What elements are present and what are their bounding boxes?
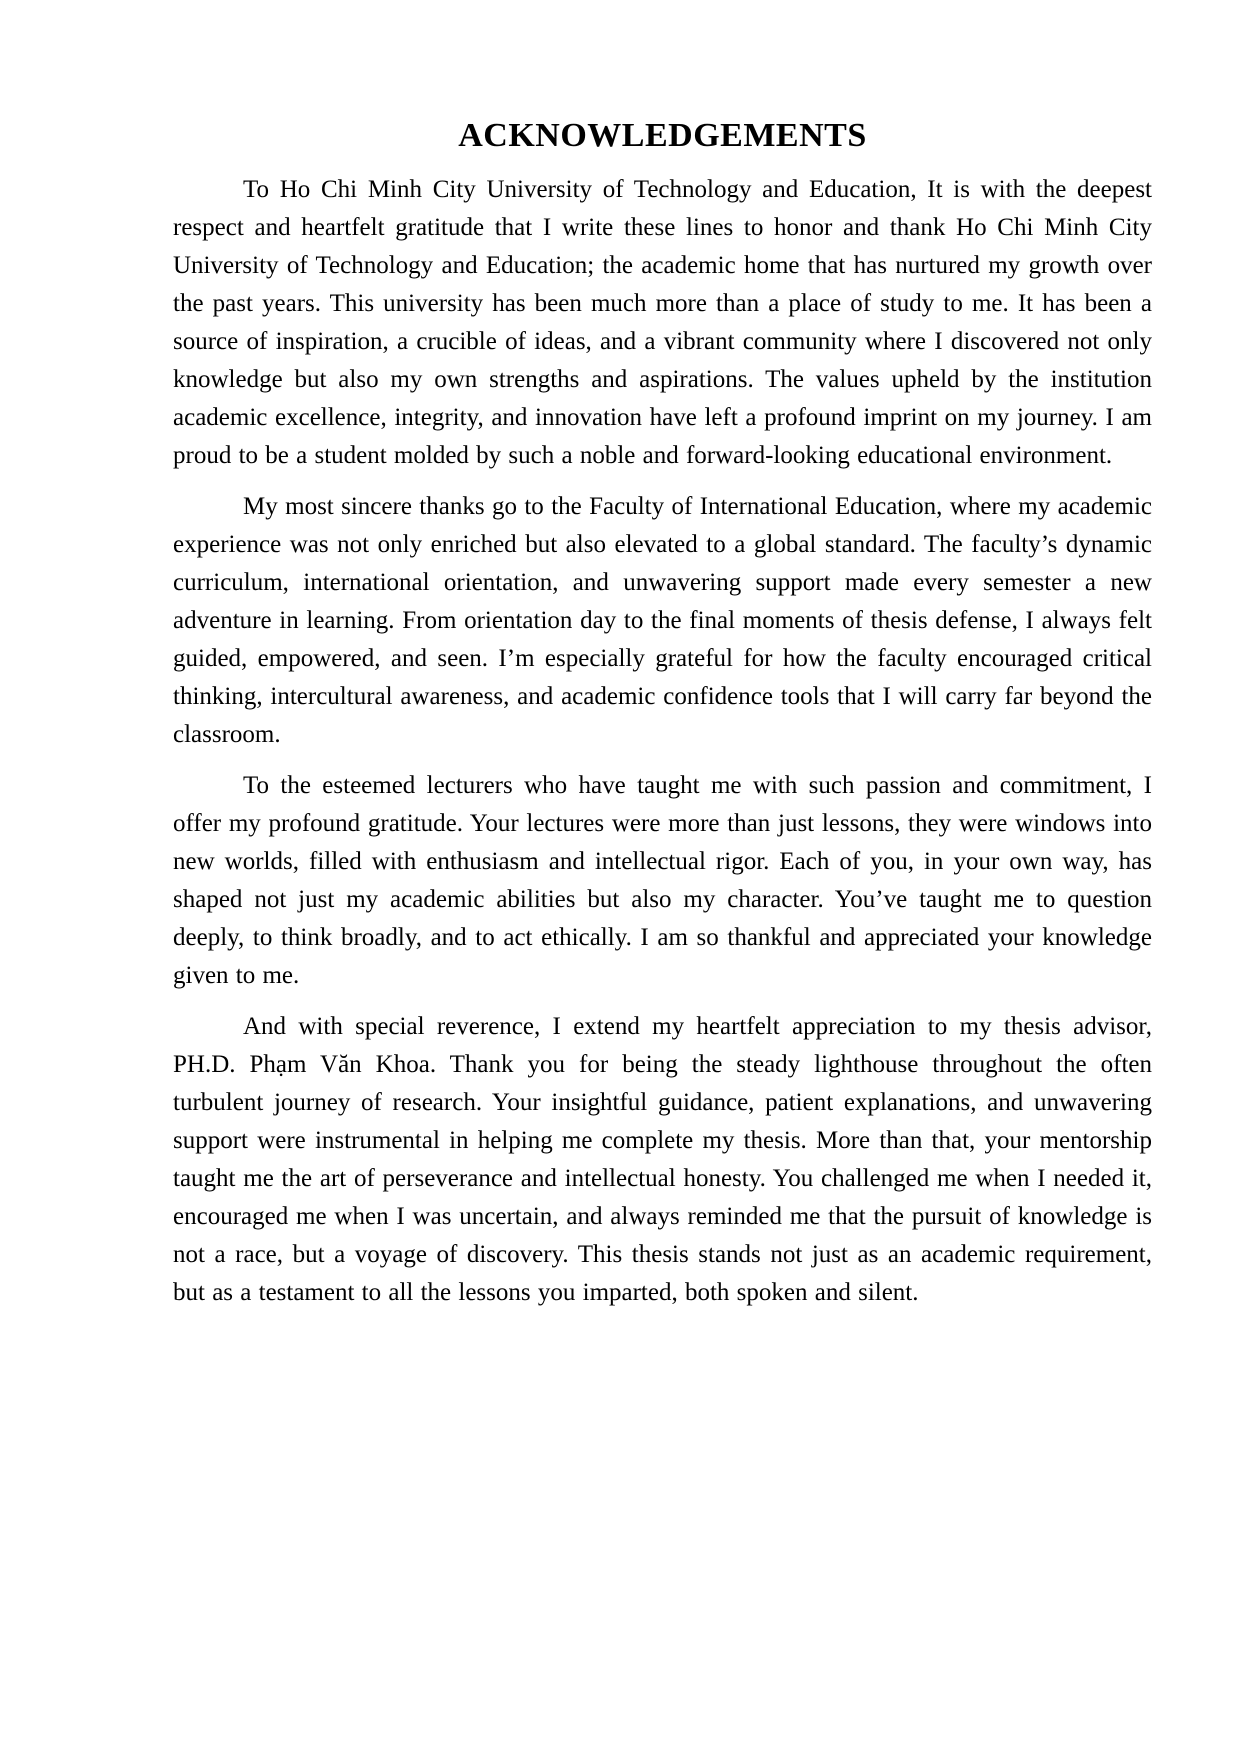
- paragraph-university-gratitude: To Ho Chi Minh City University of Technology and Education, It is with the deepest respect and heartfelt gratitude that I write these lines to honor and thank Ho Chi Minh City University of Technology and Education; the academic home that has nurtured my growth over the past years. This university has been much more than a place of study to me. It has been a source of inspiration, a crucible of ideas, and a vibrant community where I discovered not only knowledge but also my own strengths and aspirations. The values upheld by the institution academic excellence, integrity, and innovation have left a profound imprint on my journey. I am proud to be a student molded by such a noble and forward-looking educational environment.: [173, 176, 1152, 470]
- paragraph-advisor-appreciation: And with special reverence, I extend my heartfelt appreciation to my thesis advisor, PH.D. Phạm Văn Khoa. Thank you for being the steady lighthouse throughout the often turbulent journey of research. Your insightful guidance, patient explanations, and unwavering support were instrumental in helping me complete my thesis. More than that, your mentorship taught me the art of perseverance and intellectual honesty. You challenged me when I needed it, encouraged me when I was uncertain, and always reminded me that the pursuit of knowledge is not a race, but a voyage of discovery. This thesis stands not just as an academic requirement, but as a testament to all the lessons you imparted, both spoken and silent.: [173, 1013, 1152, 1307]
- paragraph-lecturers-gratitude: To the esteemed lecturers who have taught me with such passion and commitment, I offer my profound gratitude. Your lectures were more than just lessons, they were windows into new worlds, filled with enthusiasm and intellectual rigor. Each of you, in your own way, has shaped not just my academic abilities but also my character. You’ve taught me to question deeply, to think broadly, and to act ethically. I am so thankful and appreciated your knowledge given to me.: [173, 772, 1152, 990]
- page-title: ACKNOWLEDGEMENTS: [458, 117, 867, 154]
- paragraph-faculty-thanks: My most sincere thanks go to the Faculty of International Education, where my academic experience was not only enriched but also elevated to a global standard. The faculty’s dynamic curriculum, international orientation, and unwavering support made every semester a new adventure in learning. From orientation day to the final moments of thesis defense, I always felt guided, empowered, and seen. I’m especially grateful for how the faculty encouraged critical thinking, intercultural awareness, and academic confidence tools that I will carry far beyond the classroom.: [173, 493, 1152, 749]
